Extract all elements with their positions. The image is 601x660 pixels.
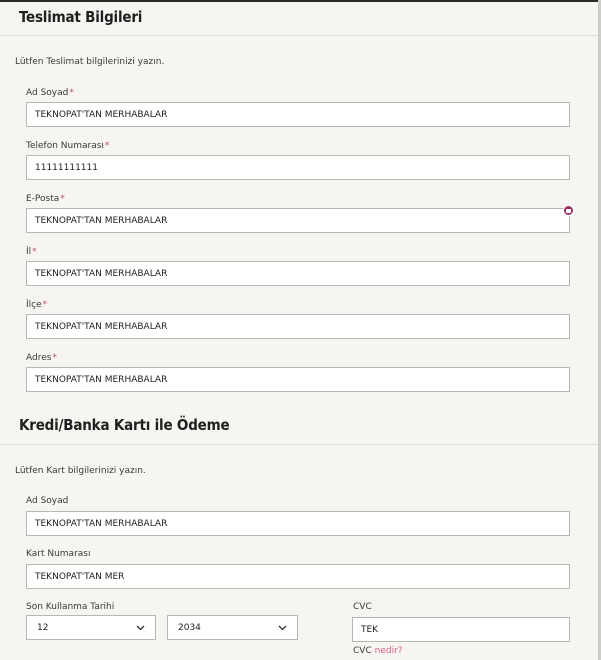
phone-input[interactable]: 11111111111 xyxy=(26,155,570,180)
expiry-month-value: 12 xyxy=(37,622,49,633)
full-name-label: Ad Soyad* xyxy=(26,88,74,98)
expiry-year-value: 2034 xyxy=(178,622,201,633)
shipping-intro-text: Lütfen Teslimat bilgilerinizi yazın. xyxy=(15,57,165,67)
payment-intro-text: Lütfen Kart bilgilerinizi yazın. xyxy=(15,466,146,476)
card-number-label: Kart Numarası xyxy=(26,549,91,559)
cvc-help-link[interactable]: nedir? xyxy=(374,646,403,656)
expiry-date-label: Son Kullanma Tarihi xyxy=(26,602,115,612)
full-name-input[interactable]: TEKNOPAT'TAN MERHABALAR xyxy=(26,102,570,127)
address-input[interactable]: TEKNOPAT'TAN MERHABALAR xyxy=(26,367,570,392)
district-input[interactable]: TEKNOPAT'TAN MERHABALAR xyxy=(26,314,570,339)
expiry-year-select[interactable] xyxy=(167,615,298,640)
cvc-label: CVC xyxy=(353,602,372,612)
card-holder-input[interactable]: TEKNOPAT'TAN MERHABALAR xyxy=(26,511,570,536)
shipping-divider xyxy=(0,35,598,36)
payment-divider xyxy=(0,444,598,445)
cvc-help-text: CVC nedir? xyxy=(353,646,403,656)
shipping-section-title: Teslimat Bilgileri xyxy=(19,8,143,26)
email-input[interactable]: TEKNOPAT'TAN MERHABALAR xyxy=(26,208,570,233)
cvc-input[interactable]: TEK xyxy=(352,617,570,642)
province-label: İl* xyxy=(26,247,37,257)
phone-label: Telefon Numarası* xyxy=(26,141,110,151)
password-manager-icon[interactable] xyxy=(563,205,574,216)
chevron-down-icon xyxy=(135,623,145,633)
province-input[interactable]: TEKNOPAT'TAN MERHABALAR xyxy=(26,261,570,286)
card-holder-label: Ad Soyad xyxy=(26,496,69,506)
card-number-input[interactable]: TEKNOPAT'TAN MER xyxy=(26,564,570,589)
chevron-down-icon xyxy=(277,623,287,633)
top-border xyxy=(0,0,601,2)
address-label: Adres* xyxy=(26,353,57,363)
email-label: E-Posta* xyxy=(26,194,65,204)
district-label: İlçe* xyxy=(26,300,48,310)
expiry-month-select[interactable] xyxy=(26,615,156,640)
payment-section-title: Kredi/Banka Kartı ile Ödeme xyxy=(19,416,230,434)
